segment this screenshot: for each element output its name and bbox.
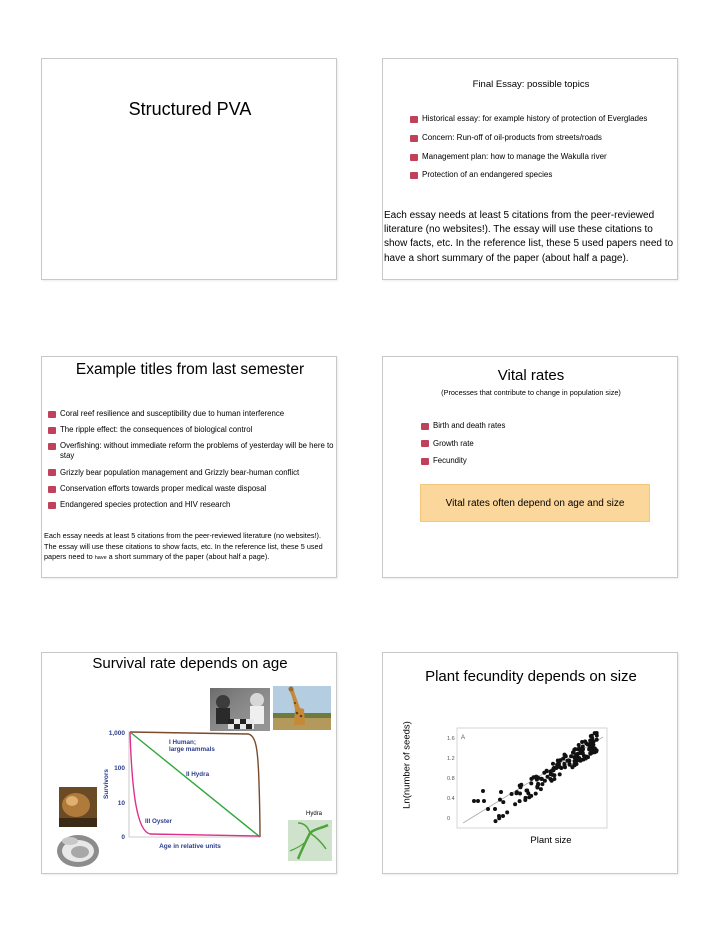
data-point — [558, 772, 562, 776]
bullet-icon — [48, 502, 56, 509]
data-point — [590, 736, 594, 740]
hydra-photo-label: Hydra — [305, 811, 323, 817]
bullet-icon — [48, 411, 56, 418]
survivorship-figure — [42, 653, 337, 874]
list-item: Protection of an endangered species — [410, 170, 672, 181]
example-titles-list — [48, 409, 334, 516]
list-item: Coral reef resilience and susceptibility due to human interference — [48, 409, 334, 419]
list-item: Management plan: how to manage the Wakulla river — [410, 152, 672, 163]
data-point — [543, 779, 547, 783]
list-item: Fecundity — [421, 456, 661, 467]
slide-title: Vital rates — [497, 367, 565, 384]
giraffe-photo — [273, 686, 331, 730]
data-point — [497, 814, 501, 818]
data-point — [595, 738, 599, 742]
data-point — [558, 765, 562, 769]
data-point — [568, 763, 572, 767]
slide-structured-pva — [41, 58, 337, 280]
data-point — [513, 802, 517, 806]
data-point — [505, 810, 509, 814]
data-point — [529, 781, 533, 785]
data-point — [563, 754, 567, 758]
bullet-icon — [421, 458, 429, 465]
data-point — [595, 731, 599, 735]
bullet-icon — [48, 469, 56, 476]
data-point — [481, 789, 485, 793]
list-item: The ripple effect: the consequences of biological control — [48, 425, 334, 435]
slide-subtitle: (Processes that contribute to change in population size) — [441, 388, 621, 397]
oyster-photo — [57, 835, 99, 867]
list-item: Conservation efforts towards proper medical waste disposal — [48, 484, 334, 494]
list-item: Historical essay: for example history of protection of Everglades — [410, 114, 672, 125]
data-point — [501, 814, 505, 818]
data-point — [550, 773, 554, 777]
data-point — [540, 782, 544, 786]
data-point — [582, 754, 586, 758]
list-item: Grizzly bear population management and Grizzly bear-human conflict — [48, 468, 334, 478]
y-tick-label: 1,000 — [108, 730, 125, 737]
slide-plant-fecundity — [382, 652, 678, 874]
slide-title: Example titles from last semester — [75, 361, 305, 378]
data-point — [573, 747, 577, 751]
bullet-icon — [410, 154, 418, 161]
bullet-icon — [410, 172, 418, 179]
slide-title: Plant fecundity depends on size — [425, 668, 637, 685]
series-label-type-1-line-2: large mammals — [169, 746, 215, 753]
data-point — [499, 790, 503, 794]
bullet-icon — [421, 440, 429, 447]
survivorship-chart — [103, 730, 260, 850]
data-point — [532, 775, 536, 779]
data-point — [562, 762, 566, 766]
data-point — [577, 756, 581, 760]
y-tick-label: 0 — [121, 834, 125, 841]
data-points — [472, 731, 599, 823]
y-tick-label: 1.2 — [447, 756, 455, 762]
slide-title: Survival rate depends on age — [92, 655, 288, 672]
data-point — [510, 792, 514, 796]
data-point — [545, 769, 549, 773]
y-tick-label: 0.8 — [447, 776, 455, 782]
animal-photo — [59, 787, 97, 827]
data-point — [550, 779, 554, 783]
slide-survival-rate — [41, 652, 337, 874]
list-item: Endangered species protection and HIV research — [48, 500, 334, 510]
y-tick-label: 100 — [114, 765, 125, 772]
data-point — [486, 807, 490, 811]
list-item: Concern: Run-off of oil-products from streets/roads — [410, 133, 672, 144]
list-item: Growth rate — [421, 439, 661, 450]
list-item: Overfishing: without immediate reform the problems of yesterday will be here to stay — [48, 441, 334, 461]
y-tick-labels — [447, 736, 455, 822]
data-point — [534, 792, 538, 796]
data-point — [523, 798, 527, 802]
data-point — [536, 776, 540, 780]
slide-final-essay-topics — [382, 58, 678, 280]
bullet-icon — [410, 135, 418, 142]
essay-requirements-text: Each essay needs at least 5 citations from the peer-reviewed literature (no websites!). The essay will use these citations to show facts, etc. In the reference list, these 5 used papers need to have a short summary of the paper (about half a page). — [44, 531, 323, 562]
data-point — [546, 775, 550, 779]
data-point — [539, 787, 543, 791]
data-point — [501, 800, 505, 804]
series-label-type-2: II Hydra — [186, 771, 210, 778]
bullet-icon — [410, 116, 418, 123]
y-tick-label: 0 — [447, 816, 451, 822]
bullet-icon — [421, 423, 429, 430]
data-point — [581, 747, 585, 751]
x-axis-label: Plant size — [530, 835, 572, 846]
slide-vital-rates — [382, 356, 678, 578]
y-axis-label: Ln(number of seeds) — [401, 721, 413, 809]
series-label-type-1-line-1: I Human; — [169, 739, 196, 746]
data-point — [498, 798, 502, 802]
topic-list — [410, 114, 672, 189]
data-point — [573, 759, 577, 763]
x-axis-label: Age in relative units — [159, 843, 221, 850]
data-point — [529, 794, 533, 798]
hydra-photo — [288, 820, 332, 861]
data-point — [586, 755, 590, 759]
panel-label: A — [461, 735, 466, 741]
data-point — [588, 746, 592, 750]
data-point — [556, 759, 560, 763]
data-point — [493, 807, 497, 811]
essay-requirements-text: Each essay needs at least 5 citations from the peer-reviewed literature (no websites!). The essay will use these citations to show facts, etc. In the reference list, these 5 used papers need to have a short summary of the paper (about half a page). — [384, 210, 674, 264]
data-point — [476, 799, 480, 803]
data-point — [536, 783, 540, 787]
slide-title: Final Essay: possible topics — [472, 79, 590, 90]
people-playing-chess-photo — [210, 688, 270, 731]
callout-box: Vital rates often depend on age and size — [420, 484, 650, 522]
y-axis-label: Survivors — [103, 769, 110, 799]
vital-rates-list — [421, 421, 661, 474]
data-point — [472, 799, 476, 803]
data-point — [482, 799, 486, 803]
data-point — [515, 790, 519, 794]
bullet-icon — [48, 486, 56, 493]
y-tick-label: 1.6 — [447, 736, 455, 742]
data-point — [550, 769, 554, 773]
bullet-icon — [48, 427, 56, 434]
slide-title: Structured PVA — [128, 99, 252, 119]
data-point — [577, 743, 581, 747]
data-point — [551, 762, 555, 766]
data-point — [494, 819, 498, 823]
series-label-type-1 — [169, 739, 215, 753]
series-label-type-3: III Oyster — [145, 818, 172, 825]
data-point — [583, 740, 587, 744]
data-point — [518, 799, 522, 803]
fecundity-scatter-chart — [447, 728, 607, 828]
slide-example-titles — [41, 356, 337, 578]
y-tick-label: 10 — [117, 800, 125, 807]
bullet-icon — [48, 443, 56, 450]
data-point — [565, 759, 569, 763]
data-point — [569, 754, 573, 758]
list-item: Birth and death rates — [421, 421, 661, 432]
y-tick-label: 0.4 — [447, 796, 455, 802]
data-point — [519, 783, 523, 787]
